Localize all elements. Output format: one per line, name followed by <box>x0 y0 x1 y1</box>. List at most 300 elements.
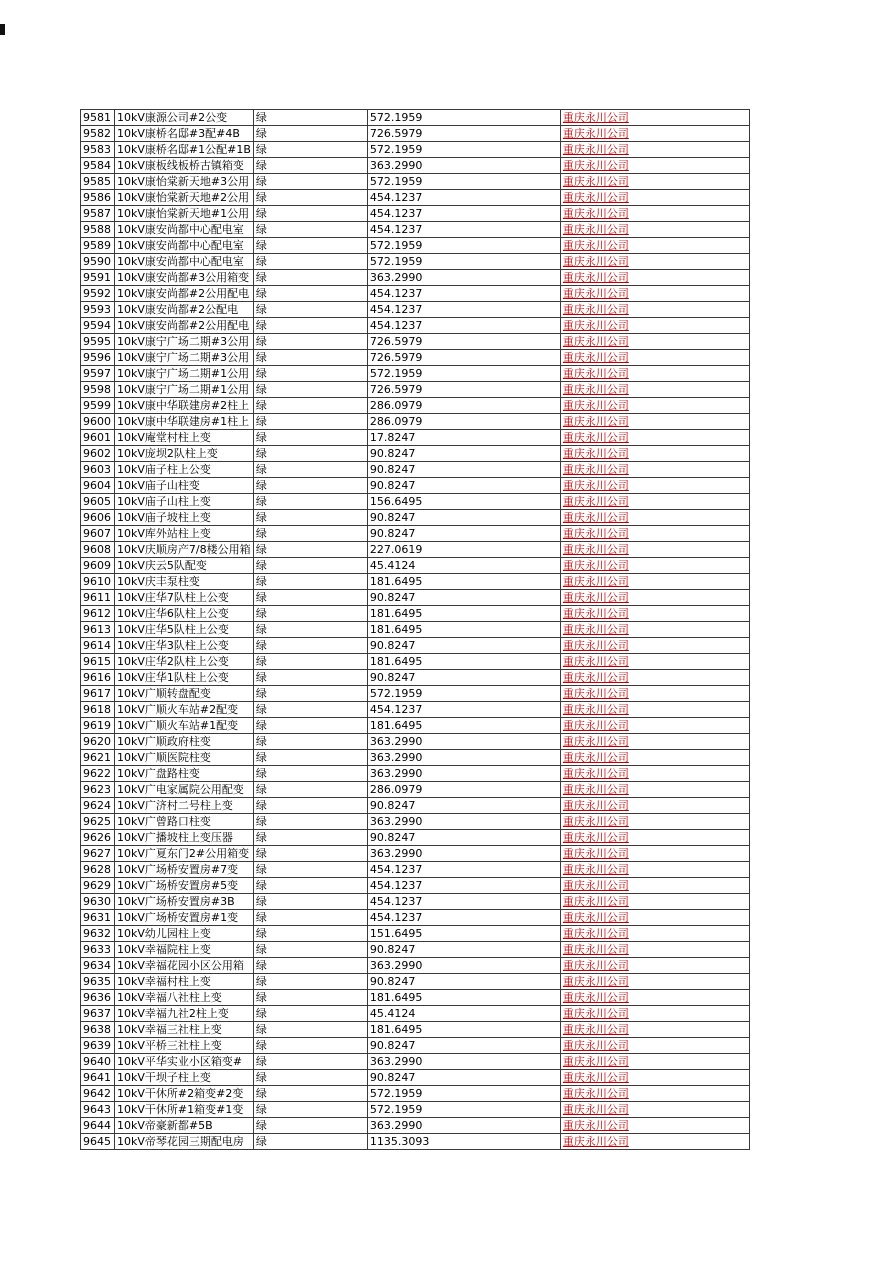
cell-value: 363.2990 <box>367 958 560 974</box>
company-link[interactable]: 重庆永川公司 <box>562 1134 629 1148</box>
cell-value: 181.6495 <box>367 990 560 1006</box>
cell-company[interactable] <box>560 942 749 958</box>
cell-value: 572.1959 <box>367 142 560 158</box>
company-link[interactable]: 重庆永川公司 <box>562 590 629 604</box>
cell-company[interactable] <box>560 1102 749 1118</box>
cell-company[interactable] <box>560 334 749 350</box>
company-link[interactable]: 重庆永川公司 <box>562 766 629 780</box>
table-row <box>81 974 750 990</box>
cell-name: 10kV庵堂村柱上变 <box>115 430 254 446</box>
cell-status: 绿 <box>253 830 367 846</box>
table-row <box>81 158 750 174</box>
cell-id: 9616 <box>81 670 115 686</box>
company-link[interactable]: 重庆永川公司 <box>562 430 629 444</box>
company-link[interactable]: 重庆永川公司 <box>562 926 629 940</box>
company-link[interactable]: 重庆永川公司 <box>562 270 629 284</box>
cell-company[interactable] <box>560 606 749 622</box>
cell-value: 90.8247 <box>367 830 560 846</box>
cell-name: 10kV庙子坡柱上变 <box>115 510 254 526</box>
cell-status: 绿 <box>253 510 367 526</box>
company-link[interactable]: 重庆永川公司 <box>562 334 629 348</box>
cell-company[interactable] <box>560 190 749 206</box>
table-row <box>81 350 750 366</box>
company-link[interactable]: 重庆永川公司 <box>562 894 629 908</box>
cell-id: 9586 <box>81 190 115 206</box>
cell-company[interactable] <box>560 830 749 846</box>
company-link[interactable]: 重庆永川公司 <box>562 750 629 764</box>
cell-id: 9615 <box>81 654 115 670</box>
cell-company[interactable] <box>560 286 749 302</box>
cell-value: 454.1237 <box>367 878 560 894</box>
cell-status: 绿 <box>253 142 367 158</box>
cell-name: 10kV庆丰泵柱变 <box>115 574 254 590</box>
company-link[interactable]: 重庆永川公司 <box>562 382 629 396</box>
cell-status: 绿 <box>253 174 367 190</box>
cell-company[interactable] <box>560 526 749 542</box>
cell-company[interactable] <box>560 782 749 798</box>
cell-value: 363.2990 <box>367 814 560 830</box>
cell-value: 572.1959 <box>367 366 560 382</box>
cell-status: 绿 <box>253 190 367 206</box>
company-link[interactable]: 重庆永川公司 <box>562 110 629 124</box>
cell-company[interactable] <box>560 414 749 430</box>
company-link[interactable]: 重庆永川公司 <box>562 126 629 140</box>
company-link[interactable]: 重庆永川公司 <box>562 526 629 540</box>
cell-status: 绿 <box>253 846 367 862</box>
cell-name: 10kV广场桥安置房#3B <box>115 894 254 910</box>
cell-status: 绿 <box>253 366 367 382</box>
company-link[interactable]: 重庆永川公司 <box>562 1086 629 1100</box>
cell-name: 10kV广场桥安置房#1变 <box>115 910 254 926</box>
cell-value: 363.2990 <box>367 270 560 286</box>
company-link[interactable]: 重庆永川公司 <box>562 510 629 524</box>
table-row <box>81 526 750 542</box>
table-row <box>81 446 750 462</box>
company-link[interactable]: 重庆永川公司 <box>562 1054 629 1068</box>
cell-name: 10kV庄华6队柱上公变 <box>115 606 254 622</box>
cell-company[interactable] <box>560 382 749 398</box>
company-link[interactable]: 重庆永川公司 <box>562 878 629 892</box>
cell-id: 9640 <box>81 1054 115 1070</box>
cell-company[interactable] <box>560 718 749 734</box>
table-row <box>81 1070 750 1086</box>
table-row <box>81 590 750 606</box>
table-row <box>81 190 750 206</box>
company-link[interactable]: 重庆永川公司 <box>562 654 629 668</box>
cell-status: 绿 <box>253 158 367 174</box>
cell-id: 9595 <box>81 334 115 350</box>
cell-company[interactable] <box>560 1022 749 1038</box>
company-link[interactable]: 重庆永川公司 <box>562 958 629 972</box>
table-row <box>81 606 750 622</box>
cell-id: 9602 <box>81 446 115 462</box>
cell-company[interactable] <box>560 894 749 910</box>
cell-value: 726.5979 <box>367 126 560 142</box>
cell-company[interactable] <box>560 686 749 702</box>
cell-value: 286.0979 <box>367 398 560 414</box>
table-row <box>81 414 750 430</box>
cell-value: 572.1959 <box>367 254 560 270</box>
company-link[interactable]: 重庆永川公司 <box>562 478 629 492</box>
cell-company[interactable] <box>560 926 749 942</box>
cell-id: 9611 <box>81 590 115 606</box>
cell-status: 绿 <box>253 558 367 574</box>
cell-company[interactable] <box>560 590 749 606</box>
company-link[interactable]: 重庆永川公司 <box>562 174 629 188</box>
cell-id: 9613 <box>81 622 115 638</box>
cell-company[interactable] <box>560 302 749 318</box>
cell-value: 454.1237 <box>367 286 560 302</box>
cell-id: 9608 <box>81 542 115 558</box>
cell-id: 9585 <box>81 174 115 190</box>
cell-id: 9627 <box>81 846 115 862</box>
cell-company[interactable] <box>560 574 749 590</box>
cell-value: 1135.3093 <box>367 1134 560 1150</box>
table-row <box>81 654 750 670</box>
cell-company[interactable] <box>560 238 749 254</box>
cell-company[interactable] <box>560 446 749 462</box>
cell-value: 90.8247 <box>367 462 560 478</box>
cell-company[interactable] <box>560 462 749 478</box>
cell-name: 10kV广顺医院柱变 <box>115 750 254 766</box>
table-row <box>81 990 750 1006</box>
company-link[interactable]: 重庆永川公司 <box>562 686 629 700</box>
cell-company[interactable] <box>560 510 749 526</box>
cell-value: 363.2990 <box>367 766 560 782</box>
cell-id: 9607 <box>81 526 115 542</box>
cell-id: 9635 <box>81 974 115 990</box>
cell-id: 9592 <box>81 286 115 302</box>
cell-status: 绿 <box>253 910 367 926</box>
company-link[interactable]: 重庆永川公司 <box>562 830 629 844</box>
cell-id: 9605 <box>81 494 115 510</box>
cell-value: 90.8247 <box>367 942 560 958</box>
company-link[interactable]: 重庆永川公司 <box>562 558 629 572</box>
cell-status: 绿 <box>253 1086 367 1102</box>
cell-company[interactable] <box>560 622 749 638</box>
table-row <box>81 254 750 270</box>
table-row <box>81 830 750 846</box>
company-link[interactable]: 重庆永川公司 <box>562 798 629 812</box>
cell-status: 绿 <box>253 1070 367 1086</box>
cell-company[interactable] <box>560 702 749 718</box>
cell-status: 绿 <box>253 318 367 334</box>
cell-status: 绿 <box>253 350 367 366</box>
cell-company[interactable] <box>560 254 749 270</box>
company-link[interactable]: 重庆永川公司 <box>562 286 629 300</box>
cell-status: 绿 <box>253 542 367 558</box>
cell-company[interactable] <box>560 766 749 782</box>
cell-company[interactable] <box>560 430 749 446</box>
cell-company[interactable] <box>560 974 749 990</box>
cell-company[interactable] <box>560 1086 749 1102</box>
cell-status: 绿 <box>253 606 367 622</box>
table-row <box>81 270 750 286</box>
cell-id: 9632 <box>81 926 115 942</box>
cell-id: 9637 <box>81 1006 115 1022</box>
cell-id: 9618 <box>81 702 115 718</box>
scan-artifact <box>0 24 5 35</box>
cell-id: 9639 <box>81 1038 115 1054</box>
cell-company[interactable] <box>560 1070 749 1086</box>
cell-value: 572.1959 <box>367 686 560 702</box>
cell-status: 绿 <box>253 798 367 814</box>
cell-company[interactable] <box>560 126 749 142</box>
cell-name: 10kV康桥名邸#1公配#1B <box>115 142 254 158</box>
cell-status: 绿 <box>253 1006 367 1022</box>
cell-company[interactable] <box>560 174 749 190</box>
cell-company[interactable] <box>560 1134 749 1150</box>
cell-value: 454.1237 <box>367 318 560 334</box>
company-link[interactable]: 重庆永川公司 <box>562 142 629 156</box>
cell-company[interactable] <box>560 734 749 750</box>
table-row <box>81 398 750 414</box>
company-link[interactable]: 重庆永川公司 <box>562 206 629 220</box>
company-link[interactable]: 重庆永川公司 <box>562 1118 629 1132</box>
company-link[interactable]: 重庆永川公司 <box>562 638 629 652</box>
cell-value: 363.2990 <box>367 1054 560 1070</box>
cell-name: 10kV庄华3队柱上公变 <box>115 638 254 654</box>
company-link[interactable]: 重庆永川公司 <box>562 158 629 172</box>
cell-company[interactable] <box>560 142 749 158</box>
cell-value: 363.2990 <box>367 846 560 862</box>
cell-status: 绿 <box>253 1134 367 1150</box>
cell-company[interactable] <box>560 158 749 174</box>
cell-company[interactable] <box>560 1118 749 1134</box>
table-row <box>81 1118 750 1134</box>
cell-company[interactable] <box>560 318 749 334</box>
company-link[interactable]: 重庆永川公司 <box>562 782 629 796</box>
cell-status: 绿 <box>253 238 367 254</box>
cell-name: 10kV康怡棠新天地#1公用 <box>115 206 254 222</box>
cell-value: 363.2990 <box>367 750 560 766</box>
cell-name: 10kV康宁广场二期#1公用 <box>115 382 254 398</box>
company-link[interactable]: 重庆永川公司 <box>562 254 629 268</box>
data-table <box>80 109 750 1150</box>
cell-company[interactable] <box>560 222 749 238</box>
table-row <box>81 670 750 686</box>
company-link[interactable]: 重庆永川公司 <box>562 718 629 732</box>
cell-id: 9622 <box>81 766 115 782</box>
company-link[interactable]: 重庆永川公司 <box>562 398 629 412</box>
cell-status: 绿 <box>253 110 367 126</box>
cell-company[interactable] <box>560 270 749 286</box>
cell-id: 9634 <box>81 958 115 974</box>
table-row <box>81 574 750 590</box>
cell-status: 绿 <box>253 446 367 462</box>
table-row <box>81 462 750 478</box>
cell-company[interactable] <box>560 1006 749 1022</box>
company-link[interactable]: 重庆永川公司 <box>562 318 629 332</box>
company-link[interactable]: 重庆永川公司 <box>562 350 629 364</box>
company-link[interactable]: 重庆永川公司 <box>562 238 629 252</box>
cell-company[interactable] <box>560 366 749 382</box>
cell-company[interactable] <box>560 1054 749 1070</box>
cell-company[interactable] <box>560 206 749 222</box>
company-link[interactable]: 重庆永川公司 <box>562 222 629 236</box>
cell-company[interactable] <box>560 862 749 878</box>
cell-name: 10kV广顺转盘配变 <box>115 686 254 702</box>
cell-id: 9625 <box>81 814 115 830</box>
cell-value: 363.2990 <box>367 1118 560 1134</box>
cell-status: 绿 <box>253 750 367 766</box>
cell-status: 绿 <box>253 958 367 974</box>
company-link[interactable]: 重庆永川公司 <box>562 1038 629 1052</box>
table-container <box>80 109 750 1150</box>
company-link[interactable]: 重庆永川公司 <box>562 1070 629 1084</box>
cell-id: 9589 <box>81 238 115 254</box>
cell-name: 10kV康桥名邸#3配#4B <box>115 126 254 142</box>
company-link[interactable]: 重庆永川公司 <box>562 190 629 204</box>
cell-name: 10kV广盘路柱变 <box>115 766 254 782</box>
cell-company[interactable] <box>560 670 749 686</box>
cell-company[interactable] <box>560 542 749 558</box>
cell-company[interactable] <box>560 558 749 574</box>
table-row <box>81 318 750 334</box>
cell-company[interactable] <box>560 350 749 366</box>
company-link[interactable]: 重庆永川公司 <box>562 942 629 956</box>
cell-status: 绿 <box>253 286 367 302</box>
cell-value: 181.6495 <box>367 574 560 590</box>
table-row <box>81 366 750 382</box>
company-link[interactable]: 重庆永川公司 <box>562 366 629 380</box>
cell-id: 9626 <box>81 830 115 846</box>
company-link[interactable]: 重庆永川公司 <box>562 542 629 556</box>
company-link[interactable]: 重庆永川公司 <box>562 622 629 636</box>
cell-value: 181.6495 <box>367 1022 560 1038</box>
cell-id: 9623 <box>81 782 115 798</box>
cell-name: 10kV康怡棠新天地#3公用 <box>115 174 254 190</box>
cell-id: 9601 <box>81 430 115 446</box>
cell-status: 绿 <box>253 622 367 638</box>
table-row <box>81 734 750 750</box>
company-link[interactable]: 重庆永川公司 <box>562 414 629 428</box>
cell-id: 9619 <box>81 718 115 734</box>
cell-name: 10kV康宁广场二期#1公用 <box>115 366 254 382</box>
cell-company[interactable] <box>560 990 749 1006</box>
cell-company[interactable] <box>560 798 749 814</box>
cell-status: 绿 <box>253 414 367 430</box>
cell-name: 10kV康怡棠新天地#2公用 <box>115 190 254 206</box>
cell-status: 绿 <box>253 814 367 830</box>
table-row <box>81 1038 750 1054</box>
table-row <box>81 1102 750 1118</box>
cell-company[interactable] <box>560 1038 749 1054</box>
company-link[interactable]: 重庆永川公司 <box>562 462 629 476</box>
cell-value: 286.0979 <box>367 414 560 430</box>
company-link[interactable]: 重庆永川公司 <box>562 974 629 988</box>
cell-id: 9642 <box>81 1086 115 1102</box>
company-link[interactable]: 重庆永川公司 <box>562 670 629 684</box>
cell-name: 10kV庄华1队柱上公变 <box>115 670 254 686</box>
cell-status: 绿 <box>253 686 367 702</box>
cell-status: 绿 <box>253 782 367 798</box>
cell-company[interactable] <box>560 814 749 830</box>
cell-value: 90.8247 <box>367 798 560 814</box>
cell-value: 90.8247 <box>367 1070 560 1086</box>
company-link[interactable]: 重庆永川公司 <box>562 910 629 924</box>
cell-name: 10kV康中华联建房#2柱上 <box>115 398 254 414</box>
cell-company[interactable] <box>560 846 749 862</box>
table-row <box>81 766 750 782</box>
cell-status: 绿 <box>253 334 367 350</box>
cell-name: 10kV庙子山柱上变 <box>115 494 254 510</box>
cell-status: 绿 <box>253 222 367 238</box>
cell-status: 绿 <box>253 462 367 478</box>
cell-id: 9645 <box>81 1134 115 1150</box>
cell-name: 10kV康安尚都#2公用配电 <box>115 318 254 334</box>
cell-id: 9606 <box>81 510 115 526</box>
table-row <box>81 782 750 798</box>
cell-id: 9591 <box>81 270 115 286</box>
cell-name: 10kV广曾路口柱变 <box>115 814 254 830</box>
cell-company[interactable] <box>560 110 749 126</box>
table-row <box>81 110 750 126</box>
cell-company[interactable] <box>560 958 749 974</box>
cell-value: 572.1959 <box>367 1086 560 1102</box>
cell-value: 454.1237 <box>367 222 560 238</box>
company-link[interactable]: 重庆永川公司 <box>562 1022 629 1036</box>
cell-status: 绿 <box>253 1022 367 1038</box>
cell-company[interactable] <box>560 478 749 494</box>
cell-status: 绿 <box>253 990 367 1006</box>
company-link[interactable]: 重庆永川公司 <box>562 494 629 508</box>
cell-status: 绿 <box>253 1118 367 1134</box>
table-row <box>81 478 750 494</box>
cell-name: 10kV幸福八社柱上变 <box>115 990 254 1006</box>
company-link[interactable]: 重庆永川公司 <box>562 702 629 716</box>
cell-value: 572.1959 <box>367 174 560 190</box>
cell-company[interactable] <box>560 910 749 926</box>
table-row <box>81 910 750 926</box>
cell-name: 10kV广顺火车站#1配变 <box>115 718 254 734</box>
cell-value: 45.4124 <box>367 1006 560 1022</box>
company-link[interactable]: 重庆永川公司 <box>562 846 629 860</box>
company-link[interactable]: 重庆永川公司 <box>562 1102 629 1116</box>
cell-name: 10kV庆云5队配变 <box>115 558 254 574</box>
table-row <box>81 894 750 910</box>
cell-company[interactable] <box>560 398 749 414</box>
cell-company[interactable] <box>560 494 749 510</box>
table-row <box>81 206 750 222</box>
cell-id: 9590 <box>81 254 115 270</box>
company-link[interactable]: 重庆永川公司 <box>562 734 629 748</box>
cell-value: 90.8247 <box>367 526 560 542</box>
cell-company[interactable] <box>560 750 749 766</box>
company-link[interactable]: 重庆永川公司 <box>562 446 629 460</box>
company-link[interactable]: 重庆永川公司 <box>562 1006 629 1020</box>
table-row <box>81 558 750 574</box>
table-row <box>81 750 750 766</box>
cell-company[interactable] <box>560 878 749 894</box>
company-link[interactable]: 重庆永川公司 <box>562 574 629 588</box>
cell-name: 10kV幸福九社2柱上变 <box>115 1006 254 1022</box>
company-link[interactable]: 重庆永川公司 <box>562 606 629 620</box>
cell-name: 10kV康安尚都中心配电室 <box>115 254 254 270</box>
cell-company[interactable] <box>560 638 749 654</box>
cell-status: 绿 <box>253 1038 367 1054</box>
cell-id: 9636 <box>81 990 115 1006</box>
table-row <box>81 702 750 718</box>
company-link[interactable]: 重庆永川公司 <box>562 302 629 316</box>
cell-value: 726.5979 <box>367 350 560 366</box>
cell-company[interactable] <box>560 654 749 670</box>
company-link[interactable]: 重庆永川公司 <box>562 862 629 876</box>
cell-name: 10kV庆顺房产7/8楼公用箱 <box>115 542 254 558</box>
cell-name: 10kV庙子山柱变 <box>115 478 254 494</box>
company-link[interactable]: 重庆永川公司 <box>562 814 629 828</box>
company-link[interactable]: 重庆永川公司 <box>562 990 629 1004</box>
